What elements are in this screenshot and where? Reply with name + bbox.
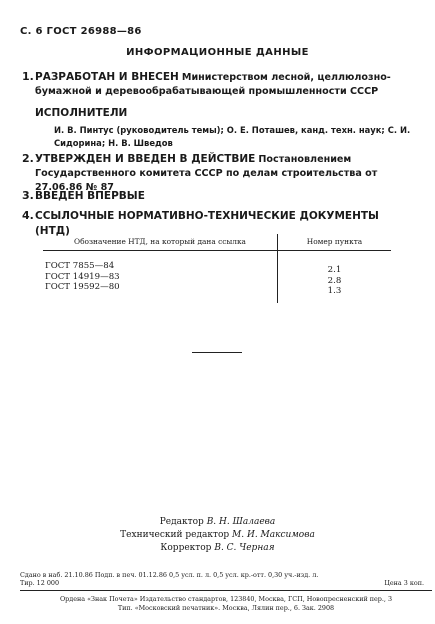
item-lead: ВВЕДЕН ВПЕРВЫЕ <box>35 190 145 202</box>
footer-divider <box>20 590 432 591</box>
info-item-1 <box>22 70 413 99</box>
credit-role: Технический редактор <box>120 530 230 540</box>
executors-heading-item <box>35 106 413 121</box>
print-run: Тир. 12 000 <box>20 579 60 588</box>
column-header-document: Обозначение НТД, на который дана ссылка <box>43 234 278 251</box>
print-info-line: Сдано в наб. 21.10.86 Подп. в печ. 01.12.86 0,5 усл. п. л. 0,5 усл. кр.-отт. 0,30 уч.-изд. л. <box>20 571 319 579</box>
executors-list: И. В. Пинтус (руководитель темы); О. Е. Поташев, канд. техн. наук; С. И. Сидорина; Н. В. Шведов <box>54 125 411 148</box>
point-number: 2.8 <box>327 275 342 286</box>
document-designation: ГОСТ 14919—83 <box>45 271 120 282</box>
credit-line <box>0 516 435 529</box>
column-header-point: Номер пункта <box>278 234 392 251</box>
print-info <box>20 571 432 587</box>
credit-role: Корректор <box>160 543 212 553</box>
item-lead: РАЗРАБОТАН И ВНЕСЕН <box>35 71 179 83</box>
point-number: 2.1 <box>327 265 342 275</box>
credit-name: В. С. Черная <box>214 543 275 553</box>
document-designation: ГОСТ 7855—84 <box>45 261 115 271</box>
document-designation: ГОСТ 19592—80 <box>45 282 120 292</box>
item-lead: УТВЕРЖДЕН И ВВЕДЕН В ДЕЙСТВИЕ <box>35 153 256 165</box>
document-cell <box>43 251 278 303</box>
editorial-credits <box>0 516 435 555</box>
section-divider <box>192 352 242 353</box>
credit-role: Редактор <box>159 517 204 527</box>
item-body: Постановлением Государственного комитета СССР по делам строительства от 27.06.86 № 87 <box>35 154 378 193</box>
printer-line: Тип. «Московский печатник». Москва, Лялин пер., 6. Зак. 2908 <box>117 604 335 612</box>
executors-heading: ИСПОЛНИТЕЛИ <box>35 107 128 119</box>
table-row <box>43 251 391 303</box>
reference-table <box>43 234 391 303</box>
item-number: 3. <box>22 189 34 202</box>
point-number: 1.3 <box>327 286 342 296</box>
credit-name: В. Н. Шалаева <box>206 517 276 527</box>
item-lead: ССЫЛОЧНЫЕ НОРМАТИВНО-ТЕХНИЧЕСКИЕ ДОКУМЕНТЫ (НТД) <box>35 210 379 237</box>
point-cell <box>278 251 392 303</box>
page-header: С. 6 ГОСТ 26988—86 <box>20 26 142 37</box>
item-number: 1. <box>22 70 34 83</box>
item-body: Министерством лесной, целлюлозно-бумажной и деревообрабатывающей промышленности СССР <box>35 72 391 97</box>
price: Цена 3 коп. <box>384 579 424 587</box>
info-item-3 <box>22 189 413 204</box>
publisher-line: Ордена «Знак Почета» Издательство стандартов, 123840, Москва, ГСП, Новопресненский пер., 3 <box>59 595 393 603</box>
credit-line <box>0 529 435 542</box>
item-number: 2. <box>22 152 34 165</box>
item-number: 4. <box>22 209 34 222</box>
credit-line <box>0 542 435 555</box>
credit-name: М. И. Максимова <box>232 530 315 540</box>
publisher-footer <box>20 595 432 613</box>
table-header-row <box>43 234 391 251</box>
section-title: ИНФОРМАЦИОННЫЕ ДАННЫЕ <box>126 47 309 58</box>
